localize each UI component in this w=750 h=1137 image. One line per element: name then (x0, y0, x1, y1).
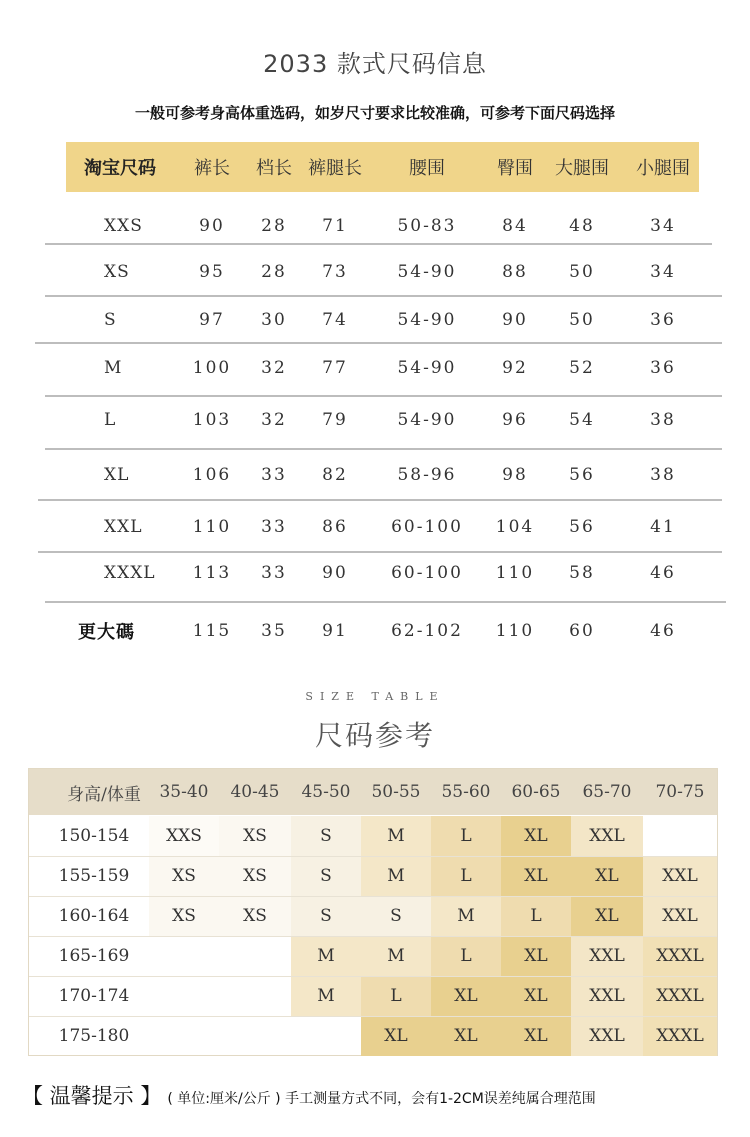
size-reference-weight-header: 55-60 (441, 782, 491, 802)
size-table-cell: 54 (569, 410, 595, 430)
size-table-size-label: XS (104, 262, 130, 282)
size-table-cell: 88 (502, 262, 528, 282)
warm-tip-label: 【 温馨提示 】 (22, 1084, 162, 1108)
size-table-row (0, 300, 750, 340)
size-reference-cell: XS (219, 816, 291, 856)
size-table-row (0, 553, 750, 593)
size-table-cell: 73 (322, 262, 348, 282)
size-reference-cell: XXL (643, 856, 717, 896)
size-table-cell: 30 (261, 310, 287, 330)
size-reference-cell: S (291, 856, 361, 896)
size-table-cell: 54-90 (397, 358, 457, 378)
size-reference-row-divider (29, 936, 717, 937)
size-table-row (0, 507, 750, 547)
size-table-cell: 33 (261, 563, 287, 583)
size-reference-cell (219, 976, 291, 1016)
size-reference-cell (149, 936, 219, 976)
size-reference-cell: S (361, 896, 431, 936)
size-table-cell: 90 (322, 563, 348, 583)
size-table-cell: 46 (650, 563, 676, 583)
size-table-cell: 97 (199, 310, 225, 330)
size-table-cell: 96 (502, 410, 528, 430)
warm-tip (22, 1080, 596, 1110)
size-table-cell: 41 (650, 517, 676, 537)
size-reference-cell: L (501, 896, 571, 936)
size-reference-cell: XL (571, 856, 643, 896)
size-table-row (0, 206, 750, 246)
size-table-cell: 33 (261, 465, 287, 485)
size-table-cell: 54-90 (397, 262, 457, 282)
size-table-cell: 104 (495, 517, 535, 537)
size-table-cell: 110 (495, 563, 535, 583)
size-table-cell: 110 (495, 621, 535, 641)
size-table-divider (38, 551, 722, 553)
size-table-size-label: XXXL (104, 563, 156, 583)
size-table-cell: 50 (569, 262, 595, 282)
size-reference-cell: XL (501, 936, 571, 976)
size-table-cell: 34 (650, 262, 676, 282)
size-table-cell: 50 (569, 310, 595, 330)
size-table-cell: 106 (192, 465, 232, 485)
size-reference-height: 155-159 (58, 866, 130, 886)
size-reference-weight-header: 35-40 (159, 782, 209, 802)
size-table-divider (38, 499, 722, 501)
size-table-cell: 91 (322, 621, 348, 641)
size-reference-height: 160-164 (58, 906, 130, 926)
size-reference-cell: XXXL (643, 1016, 717, 1056)
size-table-row (0, 348, 750, 388)
size-reference-weight-header: 70-75 (655, 782, 705, 802)
size-table-cell: 36 (650, 310, 676, 330)
size-table-cell: 54-90 (397, 310, 457, 330)
size-table-header-cell: 小腿围 (636, 158, 690, 179)
size-reference-cell: XXL (643, 896, 717, 936)
size-table-cell: 36 (650, 358, 676, 378)
size-table-cell: 113 (192, 563, 232, 583)
size-reference-cell (219, 1016, 291, 1056)
size-reference-cell: M (361, 936, 431, 976)
size-table-cell: 71 (322, 216, 348, 236)
size-table-cell: 58 (569, 563, 595, 583)
size-reference-cell: XS (149, 896, 219, 936)
size-table-cell: 77 (322, 358, 348, 378)
size-reference-cell: XXL (571, 936, 643, 976)
size-table-divider (45, 243, 712, 245)
size-table-cell: 84 (502, 216, 528, 236)
size-reference-cell: XS (219, 896, 291, 936)
size-reference-cell: XS (219, 856, 291, 896)
size-reference-cell: XS (149, 856, 219, 896)
size-table-cell: 82 (322, 465, 348, 485)
size-reference-cell: XXXL (643, 936, 717, 976)
size-reference-height: 165-169 (58, 946, 130, 966)
size-table-header-cell: 大腿围 (555, 158, 609, 179)
size-reference-cell: XL (431, 1016, 501, 1056)
size-reference-weight-header: 60-65 (511, 782, 561, 802)
size-table-divider (45, 395, 722, 397)
size-table-cell: 35 (261, 621, 287, 641)
size-table-size-label: XXL (104, 517, 143, 537)
size-reference-weight-header: 50-55 (371, 782, 421, 802)
size-table-header-cell: 臀围 (497, 158, 533, 179)
size-table-header-cell: 裤腿长 (308, 158, 362, 179)
size-reference-height: 175-180 (58, 1026, 130, 1046)
size-table-cell: 79 (322, 410, 348, 430)
size-table-divider (35, 342, 722, 344)
page-subtitle: 一般可参考身高体重选码，如岁尺寸要求比较准确，可参考下面尺码选择 (134, 104, 615, 122)
size-table-size-label: 更大碼 (78, 622, 135, 643)
size-table-size-label: XXS (104, 216, 143, 236)
size-reference-cell: L (431, 936, 501, 976)
size-table-cell: 60-100 (391, 517, 463, 537)
size-reference-cell: XL (501, 856, 571, 896)
size-reference-cell: XXS (149, 816, 219, 856)
size-table-cell: 52 (569, 358, 595, 378)
size-table-cell: 38 (650, 410, 676, 430)
size-table-row (0, 611, 750, 651)
size-reference-cell: M (361, 816, 431, 856)
size-reference-cell: L (361, 976, 431, 1016)
size-reference-cell: M (291, 936, 361, 976)
size-table-cell: 90 (502, 310, 528, 330)
size-table-cell: 110 (192, 517, 232, 537)
size-reference-cell: M (431, 896, 501, 936)
size-table-cell: 46 (650, 621, 676, 641)
size-table-cell: 54-90 (397, 410, 457, 430)
size-table-header-cell: 裤长 (194, 158, 230, 179)
size-reference-header (29, 769, 717, 815)
size-table-row (0, 400, 750, 440)
size-reference-row-divider (29, 856, 717, 857)
size-reference-cell: S (291, 816, 361, 856)
size-reference-cell: L (431, 816, 501, 856)
size-reference-cell: XXL (571, 1016, 643, 1056)
size-table-cell: 100 (192, 358, 232, 378)
size-table-cell: 28 (261, 262, 287, 282)
page-title: 2033 款式尺码信息 (263, 50, 487, 78)
size-table-cell: 48 (569, 216, 595, 236)
size-reference-cell: M (361, 856, 431, 896)
size-reference-cell: XL (501, 816, 571, 856)
size-reference-cell: XL (571, 896, 643, 936)
size-reference-weight-header: 45-50 (301, 782, 351, 802)
size-table-size-label: M (104, 358, 123, 378)
size-table-row (0, 252, 750, 292)
size-table-cell: 56 (569, 517, 595, 537)
size-table-cell: 86 (322, 517, 348, 537)
size-table-header-cell: 档长 (256, 158, 292, 179)
size-reference-cell: S (291, 896, 361, 936)
size-table-cell: 32 (261, 410, 287, 430)
size-reference-cell: XXL (571, 976, 643, 1016)
size-reference-height: 170-174 (58, 986, 130, 1006)
size-reference-height: 150-154 (58, 826, 130, 846)
size-table-cell: 74 (322, 310, 348, 330)
size-table-cell: 103 (192, 410, 232, 430)
size-reference-weight-header: 65-70 (582, 782, 632, 802)
size-reference-row-divider (29, 896, 717, 897)
size-reference-table (28, 768, 718, 1056)
size-table-header-cell: 腰围 (409, 158, 445, 179)
size-table-cell: 60-100 (391, 563, 463, 583)
size-reference-cell (219, 936, 291, 976)
size-reference-row-divider (29, 976, 717, 977)
size-table-cell: 58-96 (397, 465, 457, 485)
size-table-cell: 60 (569, 621, 595, 641)
size-table-size-label: L (104, 410, 117, 430)
size-table-divider (45, 448, 722, 450)
size-table-cell: 95 (199, 262, 225, 282)
size-table-divider (45, 601, 726, 603)
size-reference-cell: XL (361, 1016, 431, 1056)
size-table-cell: 33 (261, 517, 287, 537)
size-table-cell: 98 (502, 465, 528, 485)
size-table-cell: 90 (199, 216, 225, 236)
size-table-cell: 92 (502, 358, 528, 378)
size-table-row (0, 455, 750, 495)
size-reference-cell: XL (501, 1016, 571, 1056)
size-table-cell: 50-83 (397, 216, 457, 236)
size-reference-cell: L (431, 856, 501, 896)
size-table-cell: 32 (261, 358, 287, 378)
size-reference-cell: XL (501, 976, 571, 1016)
size-reference-cell: XXXL (643, 976, 717, 1016)
size-reference-cell: XL (431, 976, 501, 1016)
size-reference-cell (149, 1016, 219, 1056)
size-table-cell: 34 (650, 216, 676, 236)
size-reference-cell (291, 1016, 361, 1056)
warm-tip-text: ( 单位:厘米/公斤 ) 手工测量方式不同，会有1-2CM误差纯属合理范围 (167, 1091, 596, 1107)
size-table-cell: 56 (569, 465, 595, 485)
size-table-divider (45, 295, 722, 297)
size-reference-row-divider (29, 1016, 717, 1017)
size-table-en-title: SIZE TABLE (305, 690, 445, 703)
size-table-cell: 28 (261, 216, 287, 236)
size-table-cell: 62-102 (391, 621, 463, 641)
size-reference-weight-header: 40-45 (230, 782, 280, 802)
size-reference-corner: 身高/体重 (67, 784, 141, 805)
size-reference-cell (149, 976, 219, 1016)
size-table-cell: 115 (192, 621, 232, 641)
size-table-size-label: XL (104, 465, 130, 485)
size-table-cell: 38 (650, 465, 676, 485)
size-table-header-cell: 淘宝尺码 (84, 158, 156, 179)
size-reference-cell: XXL (571, 816, 643, 856)
size-table-size-label: S (104, 310, 117, 330)
size-reference-cell (643, 816, 717, 856)
size-table-cn-title: 尺码参考 (314, 719, 435, 752)
size-reference-cell: M (291, 976, 361, 1016)
size-table-header (66, 142, 699, 192)
